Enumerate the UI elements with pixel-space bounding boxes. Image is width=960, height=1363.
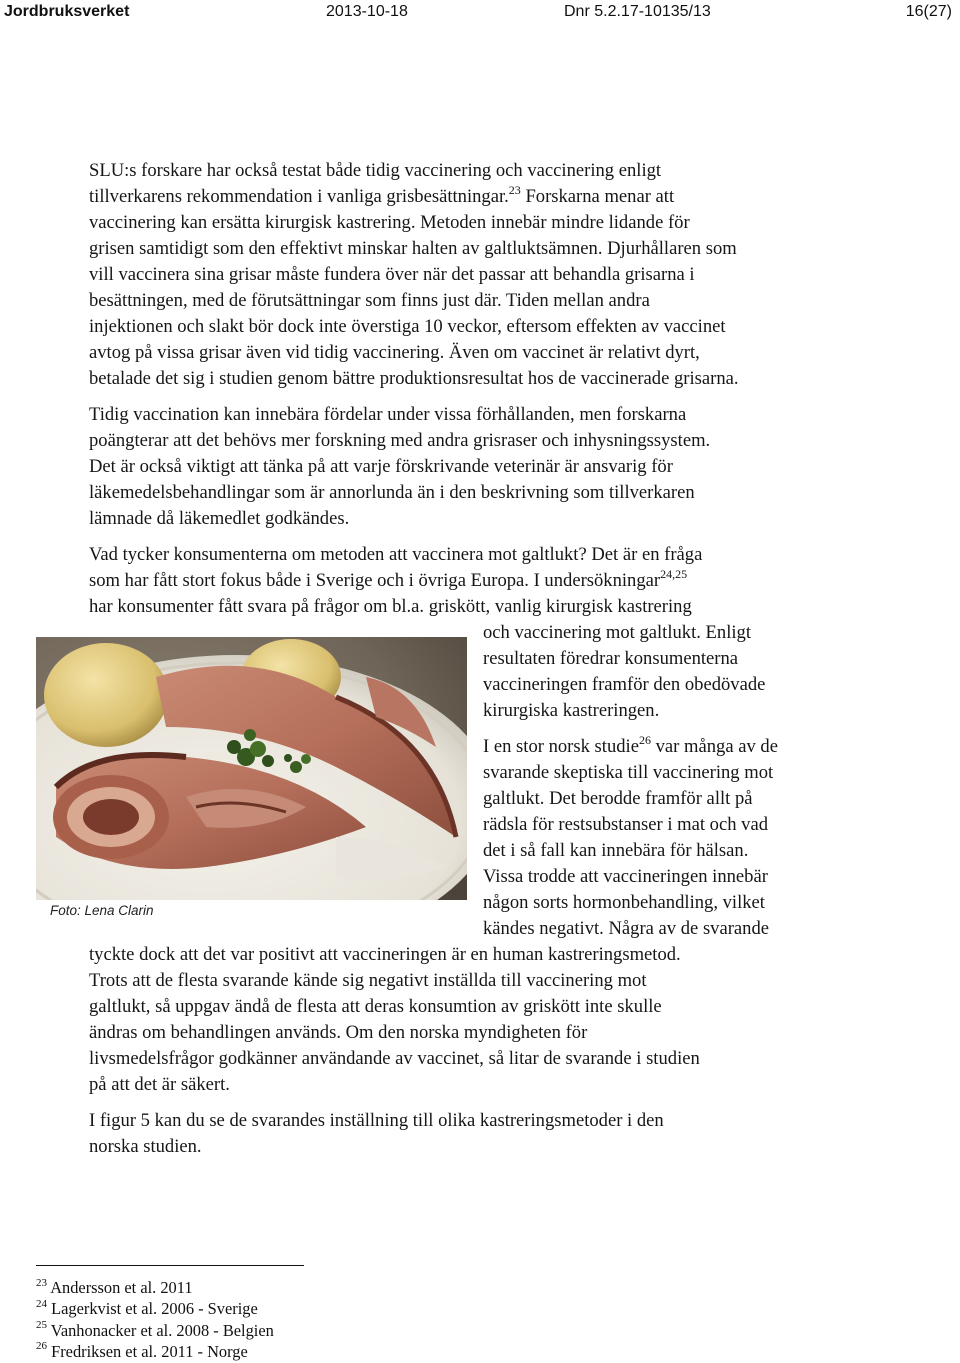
text-line: läkemedelsbehandlingar som är annorlunda än i den beskrivning som tillverkaren	[89, 482, 695, 503]
text-line: som har fått stort fokus både i Sverige och i övriga Europa. I undersökningar$^{24,25}$	[89, 566, 688, 591]
text-line: I figur 5 kan du se de svarandes inställning till olika kastreringsmetoder i den	[89, 1110, 664, 1131]
text-line: galtlukt. Det berodde framför allt på	[483, 788, 753, 809]
text-line: Vad tycker konsumenterna om metoden att vaccinera mot galtlukt? Det är en fråga	[89, 544, 703, 565]
text-line: tillverkarens rekommendation i vanliga grisbesättningar.$^{23}$ Forskarna menar att	[89, 182, 675, 207]
text-line: vill vaccinera sina grisar måste fundera över när det passar att behandla grisarna i	[89, 264, 695, 285]
text-line: injektionen och slakt bör dock inte överstiga 10 veckor, eftersom effekten av vaccinet	[89, 316, 726, 337]
text-line: Det är också viktigt att tänka på att varje förskrivande veterinär är ansvarig för	[89, 456, 673, 477]
text-line: besättningen, med de förutsättningar som finns just där. Tiden mellan andra	[89, 290, 650, 311]
footnotes	[36, 1277, 274, 1362]
paragraph-5	[89, 1108, 909, 1160]
paragraph-1	[89, 158, 909, 392]
header-document-number: Dnr 5.2.17-10135/13	[564, 3, 711, 20]
text-line: norska studien.	[89, 1136, 202, 1157]
text-line: galtlukt, så uppgav ändå de flesta att deras konsumtion av griskött inte skulle	[89, 996, 662, 1017]
text-line: avtog på vissa grisar även vid tidig vaccinering. Även om vaccinet är relativt dyrt,	[89, 342, 700, 363]
text-line: resultaten föredrar konsumenterna	[483, 648, 739, 669]
text-line: kirurgiska kastreringen.	[483, 700, 660, 721]
footnote: $^{26}$ Fredriksen et al. 2011 - Norge	[36, 1340, 248, 1361]
text-line: på att det är säkert.	[89, 1074, 230, 1095]
text-line: ändras om behandlingen används. Om den norska myndigheten för	[89, 1022, 588, 1043]
photo-caption: Foto: Lena Clarin	[36, 903, 158, 918]
text-line: svarande skeptiska till vaccinering mot	[483, 762, 774, 783]
text-line: I en stor norsk studie$^{26}$ var många av de	[483, 732, 778, 757]
footnote: $^{24}$ Lagerkvist et al. 2006 - Sverige	[36, 1297, 258, 1319]
footnote: $^{25}$ Vanhonacker et al. 2008 - Belgien	[36, 1319, 274, 1340]
header-page-number: 16(27)	[905, 3, 952, 20]
footnote-separator	[36, 1265, 304, 1266]
text-line: grisen samtidigt som den effektivt minskar halten av galtluktsämnen. Djurhållaren som	[89, 238, 737, 259]
text-line: någon sorts hormonbehandling, vilket	[483, 892, 765, 913]
text-line: kändes negativt. Några av de svarande	[483, 918, 770, 939]
food-photo	[36, 637, 467, 900]
text-line: har konsumenter fått svara på frågor om bl.a. griskött, vanlig kirurgisk kastrering	[89, 596, 692, 617]
header-organization: Jordbruksverket	[4, 3, 130, 20]
footnote-ref: 23	[508, 182, 521, 197]
text-line: poängterar att det behövs mer forskning med andra grisraser och inhysningssystem.	[89, 430, 711, 451]
text-line: vaccineringen framför den obedövade	[483, 674, 766, 695]
text-line: betalade det sig i studien genom bättre produktionsresultat hos de vaccinerade grisarna.	[89, 368, 739, 389]
text-line: SLU:s forskare har också testat både tidig vaccinering och vaccinering enligt	[89, 160, 662, 181]
paragraph-2	[89, 402, 909, 532]
text-line: rädsla för restsubstanser i mat och vad	[483, 814, 769, 835]
text-line: livsmedelsfrågor godkänner användande av vaccinet, så litar de svarande i studien	[89, 1048, 700, 1069]
footnote-ref: 24,25	[660, 566, 688, 581]
footnote: $^{23}$ Andersson et al. 2011	[36, 1276, 193, 1297]
text-line: Tidig vaccination kan innebära fördelar under vissa förhållanden, men forskarna	[89, 404, 687, 425]
text-line: lämnade då läkemedlet godkändes.	[89, 508, 350, 529]
header-date: 2013-10-18	[326, 3, 408, 20]
text-line: och vaccinering mot galtlukt. Enligt	[483, 622, 751, 643]
text-line: Vissa trodde att vaccineringen innebär	[483, 866, 768, 887]
footnote-ref: 26	[638, 732, 651, 747]
text-line: vaccinering kan ersätta kirurgisk kastrering. Metoden innebär mindre lidande för	[89, 212, 690, 233]
text-line: det i så fall kan innebära för hälsan.	[483, 840, 749, 861]
text-line: tyckte dock att det var positivt att vaccineringen är en human kastreringsmetod.	[89, 944, 681, 965]
text-line: Trots att de flesta svarande kände sig negativt inställda till vaccinering mot	[89, 970, 647, 991]
